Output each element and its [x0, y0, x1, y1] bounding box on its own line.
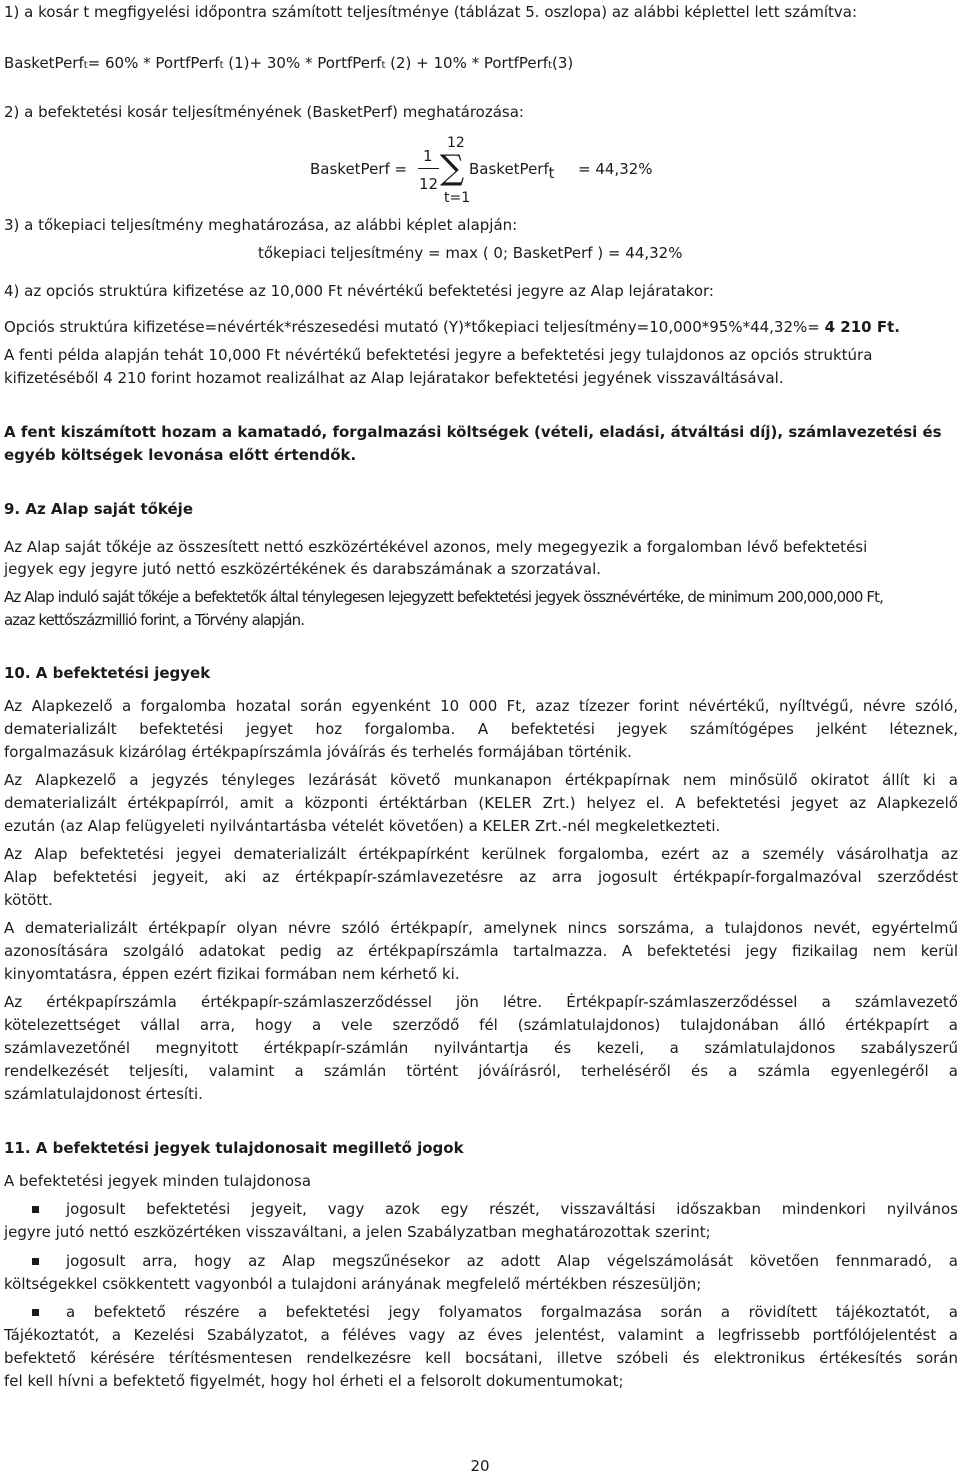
item-4-text: 4) az opciós struktúra kifizetése az 10,000 Ft névértékű befektetési jegyre az Alap lejáratakor: — [4, 282, 714, 300]
section-9-heading: 9. Az Alap saját tőkéje — [4, 500, 193, 518]
formula-term: (3) — [552, 54, 574, 72]
bullet-square-icon — [32, 1309, 39, 1316]
bold-note-line: egyéb költségek levonása előtt értendők. — [4, 446, 357, 464]
formula-term: (2) + 10% * PortfPerf — [385, 54, 549, 72]
payout-value: 4 210 Ft. — [824, 318, 900, 336]
formula-lhs: BasketPerf = — [310, 160, 408, 178]
paragraph-line: azonosítására szolgáló adatokat pedig az értékpapírszámla tartalmazza. A befektetési jegy fizikailag nem kerül — [4, 942, 958, 960]
paragraph-line: forgalmazásuk kizárólag értékpapírszámla jóváírás és terhelés formájában történik. — [4, 743, 632, 761]
subscript: t — [83, 60, 88, 71]
paragraph-line: kinyomtatásra, éppen ezért fizikai formában nem kérhető ki. — [4, 965, 460, 983]
formula-term: BasketPerf — [4, 54, 84, 72]
item-3-text: 3) a tőkepiaci teljesítmény meghatározása, az alábbi képlet alapján: — [4, 216, 518, 234]
bold-note-line: A fent kiszámított hozam a kamatadó, forgalmazási költségek (vételi, eladási, átváltási díj), számlavezetési és — [4, 423, 942, 441]
section-11-intro: A befektetési jegyek minden tulajdonosa — [4, 1172, 312, 1190]
sum-lower-limit: t=1 — [444, 190, 471, 206]
formula-term: (1)+ 30% * PortfPerf — [223, 54, 382, 72]
fraction-bar — [418, 168, 439, 169]
market-performance-formula: tőkepiaci teljesítmény = max ( 0; BasketPerf ) = 44,32% — [258, 244, 683, 262]
formula-term: = 60% * PortfPerf — [87, 54, 220, 72]
payout-line — [4, 318, 958, 336]
paragraph-line: számlavezetőnél megnyitott értékpapír-számlán nyilvántartja és kezeli, a számlatulajdonos szabályszerű — [4, 1039, 958, 1057]
fraction-numerator: 1 — [423, 147, 433, 165]
paragraph-line: számlatulajdonost értesíti. — [4, 1085, 203, 1103]
paragraph-line: A fenti példa alapján tehát 10,000 Ft névértékű befektetési jegyre a befektetési jegy tulajdonos az opciós struktúra — [4, 346, 873, 364]
bullet-line: befektető kérésére térítésmentesen rendelkezésre kell bocsátani, illetve szóbeli és elektronikus értékesítés során — [4, 1349, 958, 1367]
bullet-line: Tájékoztatót, a Kezelési Szabályzatot, a féléves vagy az éves jelentést, valamint a legfrissebb portfólójelentést a — [4, 1326, 958, 1344]
paragraph-line: dematerializált befektetési jegyet hoz forgalomba. A befektetési jegyek számítógépes jelként léteznek, — [4, 720, 958, 738]
paragraph-line: Az Alapkezelő a jegyzés tényleges lezárását követő munkanapon értékpapírnak nem minősülő okiratot állít ki a — [4, 771, 958, 789]
paragraph-line: ezután (az Alap felügyeleti nyilvántartásba vételét követően) a KELER Zrt.-nél megkeletkezteti. — [4, 817, 721, 835]
paragraph-line: Alap befektetési jegyeit, aki az értékpapír-számlavezetésre az arra jogosult értékpapír-forgalmazóval szerződést — [4, 868, 958, 886]
subscript: t — [219, 60, 224, 71]
subscript: t — [381, 60, 386, 71]
paragraph-line: azaz kettőszázmillió forint, a Törvény alapján. — [4, 611, 305, 629]
bullet-square-icon — [32, 1258, 39, 1265]
subscript: t — [548, 164, 555, 182]
paragraph-line: jegyek egy jegyre jutó nettó eszközértékének és darabszámának a szorzatával. — [4, 560, 602, 578]
item-2-text: 2) a befektetési kosár teljesítményének (BasketPerf) meghatározása: — [4, 103, 524, 121]
paragraph-line: dematerializált értékpapírról, amit a központi értéktárban (KELER Zrt.) helyez el. A befektetési jegyet az Alapkezelő — [4, 794, 958, 812]
bullet-line: jogosult befektetési jegyeit, vagy azok egy részét, visszaváltási időszakban mindenkori nyilvános — [66, 1200, 958, 1218]
bullet-line: a befektető részére a befektetési jegy folyamatos forgalmazása során a rövidített tájékoztatót, a — [66, 1303, 958, 1321]
bullet-line: jogosult arra, hogy az Alap megszűnésekor az adott Alap végelszámolását követően fennmaradó, a — [66, 1252, 958, 1270]
item-1-text: 1) a kosár t megfigyelési időpontra számított teljesítménye (táblázat 5. oszlopa) az alábbi képlettel lett számítva: — [4, 3, 858, 21]
summation-sign: ∑ — [440, 148, 465, 188]
sum-term — [469, 160, 555, 182]
section-11-heading: 11. A befektetési jegyek tulajdonosait megillető jogok — [4, 1139, 464, 1157]
bullet-square-icon — [32, 1206, 39, 1213]
paragraph-line: Az Alap befektetési jegyei dematerializált értékpapírként kerülnek forgalomba, ezért az a személy vásárolhatja az — [4, 845, 958, 863]
subscript: t — [548, 60, 552, 71]
sum-result: = 44,32% — [578, 160, 653, 178]
paragraph-line: Az Alap induló saját tőkéje a befektetők által ténylegesen lejegyzett befektetési jegyek össznévértéke, de minimum 200,000,000 Ft, — [4, 588, 883, 606]
paragraph-line: kötött. — [4, 891, 53, 909]
bullet-line: fel kell hívni a befektető figyelmét, hogy hol érheti el a felsorolt dokumentumokat; — [4, 1372, 624, 1390]
paragraph-line: kifizetéséből 4 210 forint hozamot realizálhat az Alap lejáratakor befektetési jegyének visszaváltásával. — [4, 369, 784, 387]
paragraph-line: A dematerializált értékpapír olyan névre szóló értékpapír, amelynek nincs sorszáma, a tulajdonos nevét, egyértelmű — [4, 919, 958, 937]
basketperf-formula — [4, 54, 958, 75]
bullet-line: jegyre jutó nettó eszközértéken visszaváltani, a jelen Szabályzatban meghatározottak szerint; — [4, 1223, 711, 1241]
paragraph-line: Az értékpapírszámla értékpapír-számlaszerződéssel jön létre. Értékpapír-számlaszerződéssel a számlavezető — [4, 993, 958, 1011]
formula-term: BasketPerf — [469, 160, 549, 178]
fraction-denominator: 12 — [419, 175, 439, 193]
section-10-heading: 10. A befektetési jegyek — [4, 664, 211, 682]
bullet-line: költségekkel csökkentett vagyonból a tulajdoni arányának megfelelő mértékben részesüljön; — [4, 1275, 702, 1293]
sum-upper-limit: 12 — [447, 135, 465, 151]
paragraph-line: rendelkezését teljesíti, valamint a számlán történt jóváírásról, terheléséről és a számla egyenlegéről a — [4, 1062, 958, 1080]
paragraph-line: kötelezettséget vállal arra, hogy a vele szerződő fél (számlatulajdonos) tulajdonában álló értékpapírt a — [4, 1016, 958, 1034]
paragraph-line: Az Alapkezelő a forgalomba hozatal során egyenként 10 000 Ft, azaz tízezer forint névértékű, nyíltvégű, névre szóló, — [4, 697, 958, 715]
page-number: 20 — [470, 1457, 490, 1475]
payout-formula: Opciós struktúra kifizetése=névérték*részesedési mutató (Y)*tőkepiaci teljesítmény=10,000*95%*44,32%= — [4, 318, 820, 336]
paragraph-line: Az Alap saját tőkéje az összesített nettó eszközértékével azonos, mely megegyezik a forgalomban lévő befektetési — [4, 538, 868, 556]
